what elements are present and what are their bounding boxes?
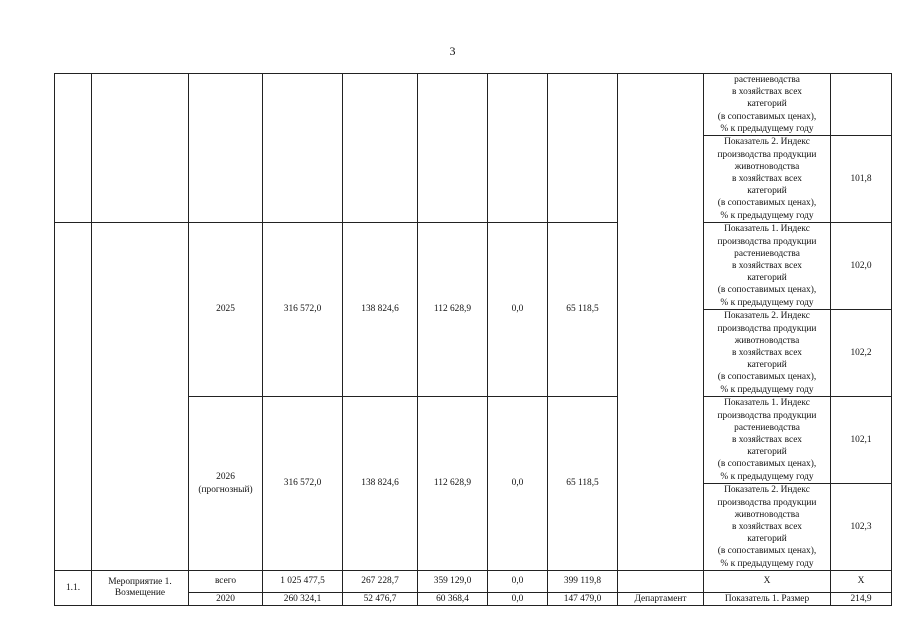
- indicator-value: 102,3: [831, 484, 892, 571]
- funding-cell: [488, 74, 548, 223]
- funding-cell: 112 628,9: [418, 223, 488, 397]
- funding-cell: 359 129,0: [418, 571, 488, 593]
- indicator-text: Показатель 2. Индекс производства продукции животноводства в хозяйствах всех категорий (в сопоставимых ценах), % к предыдущему году: [704, 136, 831, 223]
- year-cell: всего: [189, 571, 263, 593]
- program-table: [54, 73, 892, 606]
- name-cell: [92, 74, 189, 223]
- indicator-value: 102,2: [831, 310, 892, 397]
- year-cell: 2026 (прогнозный): [189, 397, 263, 571]
- funding-cell: 267 228,7: [343, 571, 418, 593]
- funding-cell: 65 118,5: [548, 397, 618, 571]
- indicator-value: 102,0: [831, 223, 892, 310]
- funding-cell: 112 628,9: [418, 397, 488, 571]
- indicator-text: Показатель 1. Индекс производства продукции растениеводства в хозяйствах всех категорий (в сопоставимых ценах), % к предыдущему году: [704, 223, 831, 310]
- indicator-text: Х: [704, 571, 831, 593]
- funding-cell: 60 368,4: [418, 593, 488, 606]
- measure-title: Мероприятие 1. Возмещение: [92, 571, 189, 606]
- year-cell: [189, 74, 263, 223]
- funding-cell: 0,0: [488, 593, 548, 606]
- number-cell: [55, 223, 92, 571]
- indicator-text: Показатель 2. Индекс производства продукции животноводства в хозяйствах всех категорий (в сопоставимых ценах), % к предыдущему году: [704, 310, 831, 397]
- indicator-value: [831, 74, 892, 136]
- executor-cell: Департамент: [618, 593, 704, 606]
- total-cell: [263, 74, 343, 223]
- indicator-value: 214,9: [831, 593, 892, 606]
- executor-cell: [618, 74, 704, 571]
- measure-number: 1.1.: [55, 571, 92, 606]
- executor-cell: [618, 571, 704, 593]
- funding-cell: 52 476,7: [343, 593, 418, 606]
- number-cell: [55, 74, 92, 223]
- total-cell: 316 572,0: [263, 223, 343, 397]
- page-number: 3: [449, 44, 456, 58]
- indicator-value: 102,1: [831, 397, 892, 484]
- table-row: [55, 571, 892, 593]
- indicator-value: 101,8: [831, 136, 892, 223]
- table-row: [55, 223, 892, 310]
- total-cell: 316 572,0: [263, 397, 343, 571]
- funding-cell: 65 118,5: [548, 223, 618, 397]
- total-cell: 1 025 477,5: [263, 571, 343, 593]
- table-row: [55, 74, 892, 136]
- funding-cell: 0,0: [488, 571, 548, 593]
- indicator-value: Х: [831, 571, 892, 593]
- total-cell: 260 324,1: [263, 593, 343, 606]
- funding-cell: 147 479,0: [548, 593, 618, 606]
- funding-cell: [418, 74, 488, 223]
- indicator-text: Показатель 1. Индекс производства продукции растениеводства в хозяйствах всех категорий (в сопоставимых ценах), % к предыдущему году: [704, 397, 831, 484]
- indicator-text: растениеводства в хозяйствах всех категорий (в сопоставимых ценах), % к предыдущему году: [704, 74, 831, 136]
- indicator-text: Показатель 2. Индекс производства продукции животноводства в хозяйствах всех категорий (в сопоставимых ценах), % к предыдущему году: [704, 484, 831, 571]
- funding-cell: 138 824,6: [343, 397, 418, 571]
- funding-cell: 138 824,6: [343, 223, 418, 397]
- indicator-text: Показатель 1. Размер: [704, 593, 831, 606]
- year-cell: 2020: [189, 593, 263, 606]
- funding-cell: [343, 74, 418, 223]
- name-cell: [92, 223, 189, 571]
- funding-cell: 0,0: [488, 397, 548, 571]
- funding-cell: [548, 74, 618, 223]
- funding-cell: 0,0: [488, 223, 548, 397]
- year-cell: 2025: [189, 223, 263, 397]
- funding-cell: 399 119,8: [548, 571, 618, 593]
